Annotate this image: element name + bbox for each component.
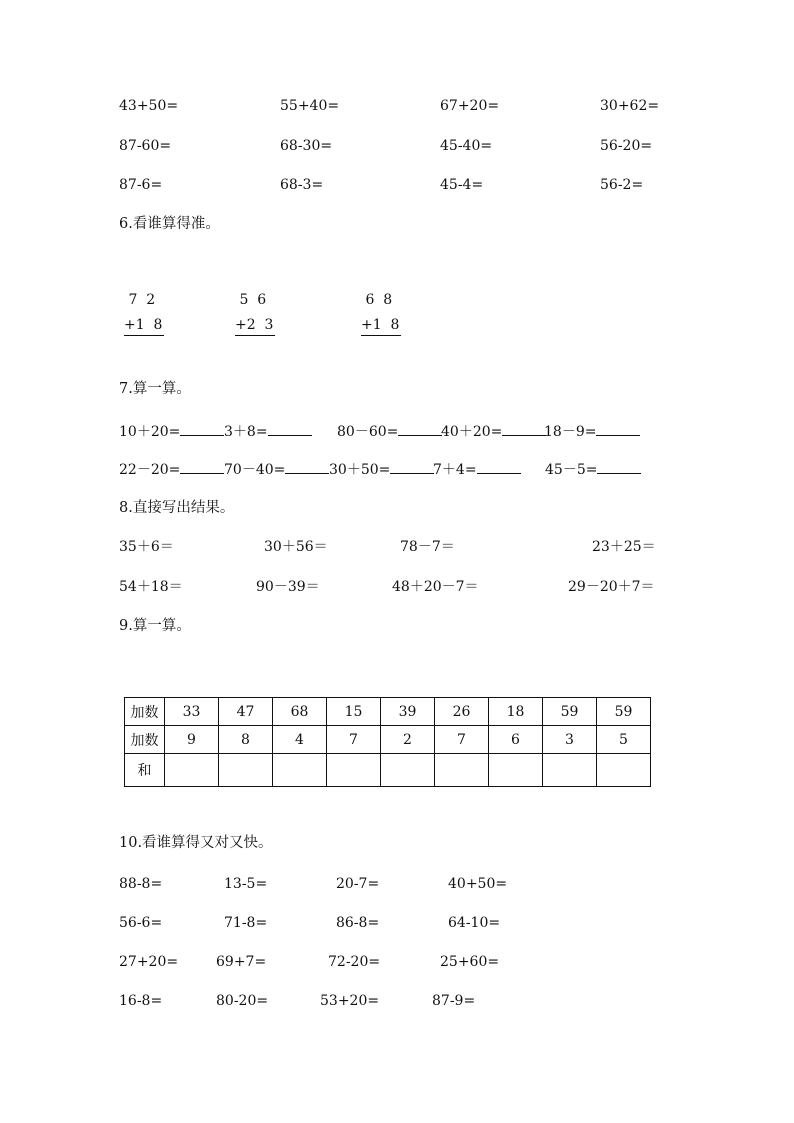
addend-bottom: +1 8: [361, 317, 400, 333]
equation: 71-8=: [224, 915, 268, 931]
equation: 87-60=: [119, 138, 172, 154]
table-cell: 47: [219, 698, 273, 726]
answer-blank[interactable]: [180, 422, 224, 436]
equation: 20-7=: [336, 876, 380, 892]
fill-in-equation: 30＋50=: [329, 460, 434, 478]
table-cell: 39: [381, 698, 435, 726]
table-cell: 18: [489, 698, 543, 726]
table-cell: 59: [597, 698, 651, 726]
equation: 68-30=: [280, 138, 333, 154]
equation: 88-8=: [119, 876, 163, 892]
table-cell: 9: [165, 726, 219, 754]
fill-in-equation: 7＋4=: [433, 460, 521, 478]
equation: 55+40=: [280, 98, 340, 114]
fill-in-equation: 80－60=: [337, 422, 442, 440]
table-cell: 15: [327, 698, 381, 726]
answer-blank[interactable]: [502, 422, 546, 436]
fill-in-equation: 3＋8=: [224, 422, 312, 440]
fill-in-equation: 18－9=: [544, 422, 640, 440]
equation: 13-5=: [224, 876, 268, 892]
answer-cell[interactable]: [597, 754, 651, 787]
table-cell: 68: [273, 698, 327, 726]
question-9-title: 9.算一算。: [119, 618, 191, 634]
fill-in-equation: 45－5=: [545, 460, 641, 478]
row-label: 加数: [125, 726, 165, 754]
equation: 64-10=: [448, 915, 501, 931]
answer-cell[interactable]: [435, 754, 489, 787]
equation: 48＋20－7＝: [392, 579, 479, 595]
equation: 56-20=: [600, 138, 653, 154]
equation: 87-6=: [119, 177, 163, 193]
table-cell: 5: [597, 726, 651, 754]
equation: 16-8=: [119, 993, 163, 1009]
table-cell: 2: [381, 726, 435, 754]
table-cell: 3: [543, 726, 597, 754]
equation: 90－39＝: [256, 579, 320, 595]
answer-cell[interactable]: [165, 754, 219, 787]
equation: 35＋6＝: [119, 539, 174, 555]
answer-blank[interactable]: [285, 460, 329, 474]
addend-bottom: +2 3: [235, 317, 274, 333]
equation: 53+20=: [320, 993, 380, 1009]
table-cell: 4: [273, 726, 327, 754]
answer-blank[interactable]: [268, 422, 312, 436]
question-6-title: 6.看谁算得准。: [119, 216, 220, 232]
equation: 78－7＝: [400, 539, 455, 555]
fill-in-equation: 40＋20=: [441, 422, 546, 440]
equation: 30＋56＝: [264, 539, 328, 555]
answer-cell[interactable]: [273, 754, 327, 787]
sum-line: [124, 335, 164, 336]
addend-top: 5 6: [235, 292, 267, 308]
question-10-title: 10.看谁算得又对又快。: [119, 835, 273, 851]
equation: 25+60=: [440, 954, 500, 970]
equation: 86-8=: [336, 915, 380, 931]
answer-blank[interactable]: [180, 460, 224, 474]
table-cell: 7: [435, 726, 489, 754]
question-8-title: 8.直接写出结果。: [119, 500, 235, 516]
answer-blank[interactable]: [398, 422, 442, 436]
fill-in-equation: 22－20=: [119, 460, 224, 478]
answer-blank[interactable]: [477, 460, 521, 474]
answer-cell[interactable]: [489, 754, 543, 787]
equation: 56-6=: [119, 915, 163, 931]
sum-line: [235, 335, 275, 336]
addend-top: 7 2: [124, 292, 156, 308]
equation: 23＋25＝: [592, 539, 656, 555]
answer-blank[interactable]: [390, 460, 434, 474]
answer-cell[interactable]: [219, 754, 273, 787]
equation: 72-20=: [328, 954, 381, 970]
table-cell: 6: [489, 726, 543, 754]
addend-bottom: +1 8: [124, 317, 163, 333]
equation: 68-3=: [280, 177, 324, 193]
table-cell: 26: [435, 698, 489, 726]
answer-blank[interactable]: [597, 460, 641, 474]
answer-cell[interactable]: [381, 754, 435, 787]
question-7-title: 7.算一算。: [119, 381, 191, 397]
equation: 56-2=: [600, 177, 644, 193]
addend-2-row: [125, 726, 651, 754]
fill-in-equation: 70－40=: [224, 460, 329, 478]
equation: 69+7=: [216, 954, 267, 970]
equation: 29－20＋7＝: [568, 579, 655, 595]
addend-top: 6 8: [361, 292, 393, 308]
equation: 87-9=: [432, 993, 476, 1009]
equation: 54＋18＝: [119, 579, 183, 595]
equation: 45-40=: [440, 138, 493, 154]
equation: 40+50=: [448, 876, 508, 892]
equation: 43+50=: [119, 98, 179, 114]
answer-blank[interactable]: [596, 422, 640, 436]
row-label: 加数: [125, 698, 165, 726]
fill-in-equation: 10＋20=: [119, 422, 224, 440]
table-cell: 8: [219, 726, 273, 754]
addend-1-row: [125, 698, 651, 726]
answer-cell[interactable]: [543, 754, 597, 787]
addition-table: [124, 697, 651, 787]
equation: 80-20=: [216, 993, 269, 1009]
equation: 45-4=: [440, 177, 484, 193]
table-cell: 59: [543, 698, 597, 726]
row-label: 和: [125, 754, 165, 787]
equation: 30+62=: [600, 98, 660, 114]
sum-row: [125, 754, 651, 787]
answer-cell[interactable]: [327, 754, 381, 787]
table-cell: 33: [165, 698, 219, 726]
table-cell: 7: [327, 726, 381, 754]
equation: 67+20=: [440, 98, 500, 114]
equation: 27+20=: [119, 954, 179, 970]
sum-line: [361, 335, 401, 336]
